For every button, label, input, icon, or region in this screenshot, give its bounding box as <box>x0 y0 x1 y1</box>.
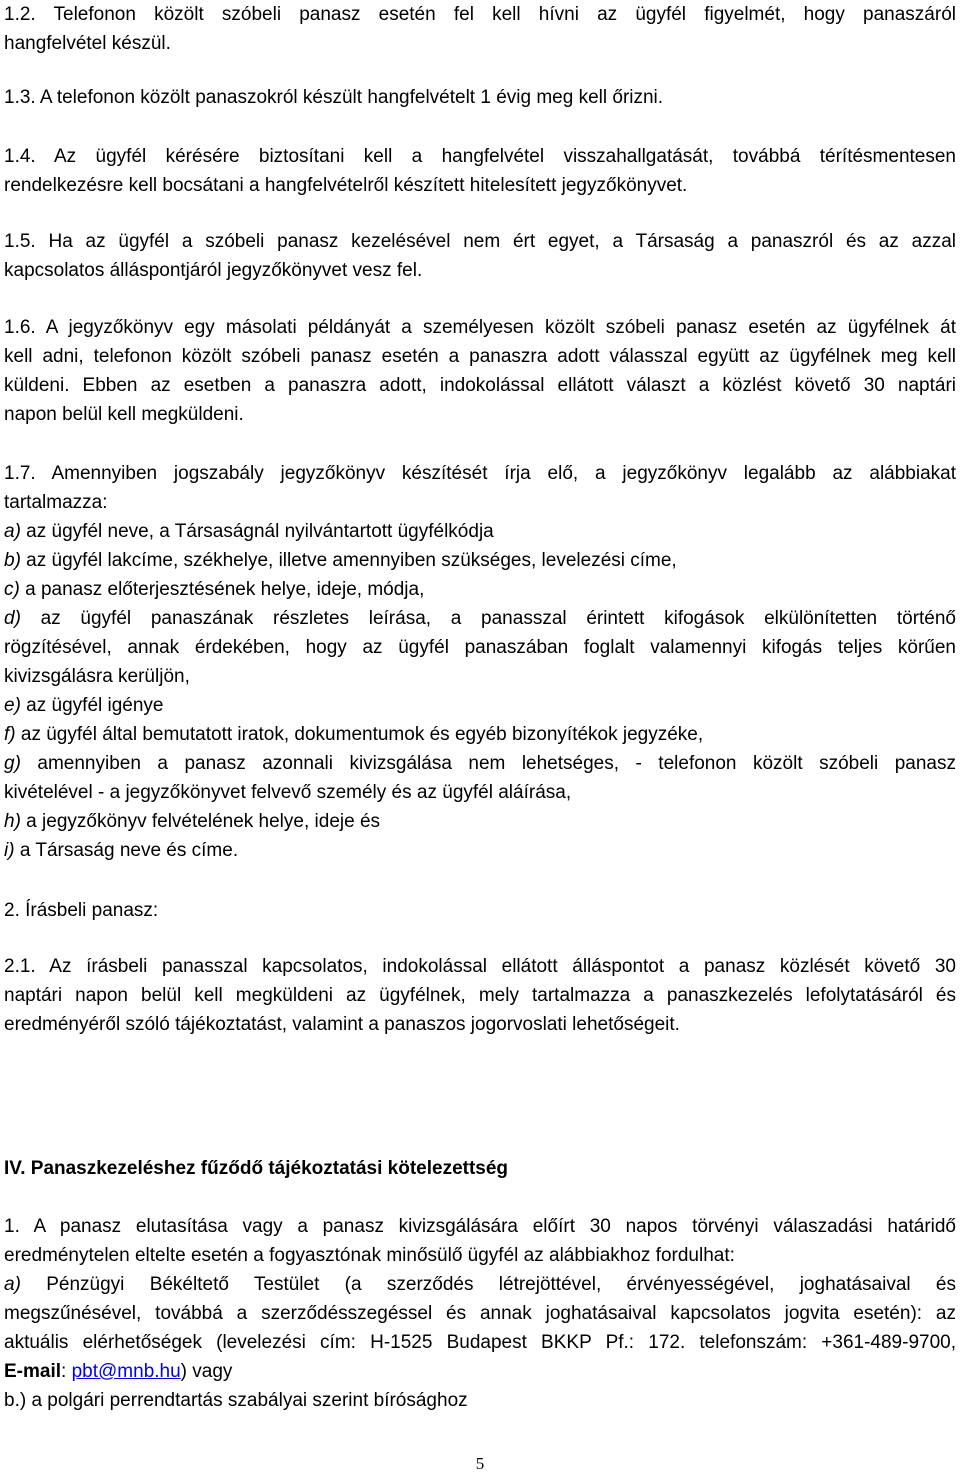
list-marker: e) <box>4 695 21 716</box>
list-text: Pénzügyi Békéltető Testület (a szerződés létrejöttével, érvényességével, joghatásaival és <box>20 1274 956 1295</box>
text-line: rendelkezésre kell bocsátani a hangfelvételről készített hitelesített jegyzőkönyvet. <box>4 175 688 196</box>
email-tail: ) vagy <box>180 1361 233 1382</box>
list-text: az ügyfél lakcíme, székhelye, illetve amennyiben szükséges, levelezési címe, <box>20 550 677 571</box>
list-item-a <box>4 517 956 546</box>
email-label: E-mail <box>4 1361 62 1382</box>
text-line: 1. A panasz elutasítása vagy a panasz kivizsgálására előírt 30 napos törvényi válaszadási határidő <box>4 1216 956 1237</box>
text-line: tartalmazza: <box>4 492 108 513</box>
list-text: az ügyfél panaszának részletes leírása, a panasszal érintett kifogások elkülönítetten történő <box>20 608 956 629</box>
paragraph-1-3 <box>4 83 956 112</box>
paragraph-1-7 <box>4 459 956 865</box>
list-marker: g) <box>4 753 21 774</box>
section-heading: IV. Panaszkezeléshez fűződő tájékoztatási kötelezettség <box>4 1158 509 1179</box>
text-line: 1.2. Telefonon közölt szóbeli panasz esetén fel kell hívni az ügyfél figyelmét, hogy panaszáról <box>4 4 956 25</box>
paragraph-1-2 <box>4 0 956 58</box>
section-iv-heading <box>4 1154 956 1183</box>
text-line: küldeni. Ebben az esetben a panaszra adott, indokolással ellátott választ a közlést követő 30 naptári <box>4 375 956 396</box>
text-line: eredménytelen eltelte esetén a fogyasztónak minősülő ügyfél az alábbiakhoz fordulhat: <box>4 1245 735 1266</box>
list-marker: i) <box>4 840 15 861</box>
list-marker: c) <box>4 579 20 600</box>
list-item-b <box>4 546 956 575</box>
list-text: az ügyfél által bemutatott iratok, dokumentumok és egyéb bizonyítékok jegyzéke, <box>15 724 704 745</box>
list-item-g <box>4 749 956 778</box>
email-line <box>4 1357 956 1386</box>
text-line: 1.3. A telefonon közölt panaszokról készült hangfelvételt 1 évig meg kell őrizni. <box>4 87 664 108</box>
email-link[interactable]: pbt@mnb.hu <box>71 1361 181 1382</box>
list-item-b: b.) a polgári perrendtartás szabályai szerint bírósághoz <box>4 1390 468 1411</box>
text-line: eredményéről szóló tájékoztatást, valamint a panaszos jogorvoslati lehetőségeit. <box>4 1014 680 1035</box>
text-line: naptári napon belül kell megküldeni az ügyfélnek, mely tartalmazza a panaszkezelés lefolytatásáról és <box>4 985 956 1006</box>
text-line: kell adni, telefonon közölt szóbeli panasz esetén a panaszra adott válasszal együtt az ügyfélnek meg kell <box>4 346 956 367</box>
paragraph-1-6 <box>4 313 956 429</box>
list-item-e <box>4 691 956 720</box>
list-item-c <box>4 575 956 604</box>
list-item-f <box>4 720 956 749</box>
email-colon: : <box>61 1361 72 1382</box>
list-text: a Társaság neve és címe. <box>14 840 239 861</box>
list-text: az ügyfél igénye <box>20 695 164 716</box>
text-line: hangfelvétel készül. <box>4 33 171 54</box>
paragraph-iv-1 <box>4 1212 956 1415</box>
list-marker: d) <box>4 608 21 629</box>
list-marker: a) <box>4 521 21 542</box>
list-text: amennyiben a panasz azonnali kivizsgálása nem lehetséges, - telefonon közölt szóbeli panasz <box>20 753 956 774</box>
text-line: kapcsolatos álláspontjáról jegyzőkönyvet vesz fel. <box>4 260 423 281</box>
list-item-a <box>4 1270 956 1299</box>
text-line: 1.4. Az ügyfél kérésére biztosítani kell a hangfelvétel visszahallgatását, továbbá térítésmentesen <box>4 146 956 167</box>
paragraph-2-1 <box>4 952 956 1039</box>
text-line: 1.5. Ha az ügyfél a szóbeli panasz kezelésével nem ért egyet, a Társaság a panaszról és az azzal <box>4 231 956 252</box>
section-heading: 2. Írásbeli panasz: <box>4 900 159 921</box>
text-line: megszűnésével, továbbá a szerződésszegéssel és annak joghatásaival kapcsolatos jogvita esetén): az <box>4 1303 956 1324</box>
list-text: a panasz előterjesztésének helye, ideje, módja, <box>19 579 425 600</box>
paragraph-1-4 <box>4 142 956 200</box>
list-marker: f) <box>4 724 16 745</box>
list-item-d <box>4 604 956 633</box>
text-line: 2.1. Az írásbeli panasszal kapcsolatos, indokolással ellátott álláspontot a panasz közlését követő 30 <box>4 956 956 977</box>
page-number: 5 <box>475 1454 485 1473</box>
section-2-heading <box>4 896 956 925</box>
text-line: kivizsgálásra kerüljön, <box>4 666 190 687</box>
list-marker: b) <box>4 550 21 571</box>
text-line: napon belül kell megküldeni. <box>4 404 244 425</box>
text-line: aktuális elérhetőségek (levelezési cím: H-1525 Budapest BKKP Pf.: 172. telefonszám: +361-489-9700, <box>4 1332 956 1353</box>
list-marker: a) <box>4 1274 21 1295</box>
list-item-i <box>4 836 956 865</box>
list-item-h <box>4 807 956 836</box>
list-text: a jegyzőkönyv felvételének helye, ideje és <box>20 811 381 832</box>
text-line: 1.6. A jegyzőkönyv egy másolati példányát a személyesen közölt szóbeli panasz esetén az ügyfélnek át <box>4 317 956 338</box>
paragraph-1-5 <box>4 227 956 285</box>
text-line: kivételével - a jegyzőkönyvet felvevő személy és az ügyfél aláírása, <box>4 782 572 803</box>
list-text: az ügyfél neve, a Társaságnál nyilvántartott ügyfélkódja <box>20 521 494 542</box>
text-line: 1.7. Amennyiben jogszabály jegyzőkönyv készítését írja elő, a jegyzőkönyv legalább az alábbiakat <box>4 463 956 484</box>
text-line: rögzítésével, annak érdekében, hogy az ügyfél panaszában foglalt valamennyi kifogás teljes körűen <box>4 637 956 658</box>
list-marker: h) <box>4 811 21 832</box>
